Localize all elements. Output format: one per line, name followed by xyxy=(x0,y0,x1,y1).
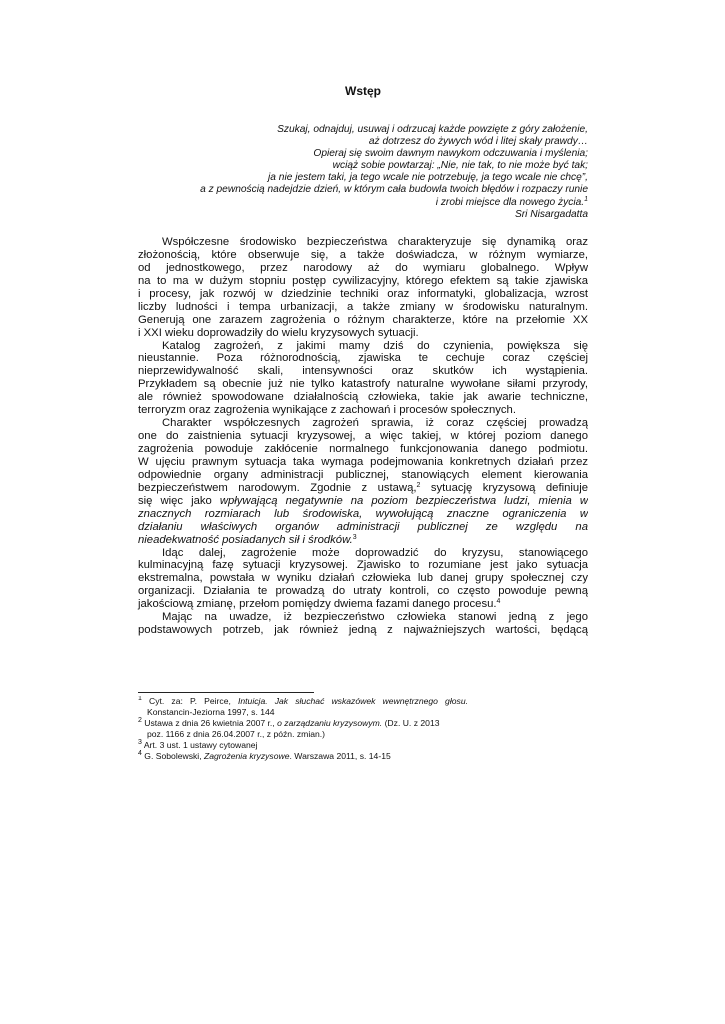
footnote xyxy=(138,718,468,729)
italic-run: działaniu właściwych organów administracji publicznej ze względu na xyxy=(138,520,588,533)
paragraph-line xyxy=(138,534,588,547)
paragraph-line: terroryzm oraz zagrożenia wynikające z zachowań i procesów społecznych. xyxy=(138,404,516,417)
paragraph-line: ale również spowodowane działalnością człowieka, takie jak awarie techniczne, xyxy=(138,391,588,404)
paragraph-line xyxy=(138,521,588,534)
epigraph-last-line xyxy=(138,197,588,209)
paragraph-line: i XXI wieku doprowadziły do wielu kryzysowych sytuacji. xyxy=(138,326,419,339)
paragraph-line: one do zaistnienia sytuacji kryzysowej, a więc takiej, w której poziom danego xyxy=(138,430,588,443)
text-run: sytuację kryzysową definiuje xyxy=(420,481,588,494)
paragraph-line xyxy=(138,508,588,521)
text-run: G. Sobolewski, xyxy=(141,750,204,761)
paragraph-line: zagrożenia powoduje zakłócenie normalnego funkcjonowania danego podmiotu. xyxy=(138,443,588,456)
paragraph-line: liczby ludności i tempa urbanizacji, a także zmiany w środowisku naturalnym. xyxy=(138,300,588,313)
footnote-ref[interactable]: 1 xyxy=(584,195,588,203)
footnote-number: 1 xyxy=(138,696,142,702)
footnote-ref[interactable]: 4 xyxy=(496,598,501,606)
footnote-number: 3 xyxy=(138,738,142,746)
epigraph xyxy=(138,124,588,221)
footnote-number: 2 xyxy=(138,716,142,724)
italic-run: wpływającą negatywnie na poziom bezpieczeństwa ludzi, mienia w xyxy=(219,494,588,507)
text-run: . Warszawa 2011, s. 14-15 xyxy=(289,750,391,761)
paragraph-line: od jednostkowego, przez narodowy aż do wymiaru globalnego. Wpływ xyxy=(138,261,588,274)
paragraph-line: nieprzewidywalność skali, intensywności oraz skutków ich wystąpienia. xyxy=(138,365,588,378)
epigraph-line: a z pewnością nadejdzie dzień, w którym cała budowla twoich błędów i rozpaczy runie xyxy=(200,184,588,196)
italic-run: Intuicja. Jak słuchać wskazówek wewnętrznego głosu. xyxy=(238,696,468,706)
paragraph-line: Przykładem są obecnie już nie tylko katastrofy naturalne wywołane siłami przyrody, xyxy=(138,378,588,391)
paragraph-line: organizacji. Działania te prowadzą do utraty kontroli, co często powoduje pewną xyxy=(138,585,588,598)
epigraph-line: i zrobi miejsce dla nowego życia. xyxy=(435,196,585,208)
paragraph-line: nieustannie. Poza różnorodnością, zjawiska te cechuje coraz częściej xyxy=(138,352,588,365)
text-run: jakościową zmianę, przełom pomiędzy dwiema fazami danego procesu. xyxy=(138,598,497,611)
text-run: Cyt. za: P. Peirce, xyxy=(141,696,238,706)
paragraph-line: na to ma w dużym stopniu postęp cywilizacyjny, którego efektem są takie zjawiska xyxy=(138,274,588,287)
italic-run: nieadekwatność posiadanych sił i środków. xyxy=(138,533,353,546)
italic-run: znacznych rozmiarach lub środowiska, wywołującą znaczne ograniczenia w xyxy=(138,507,588,520)
footnote-continuation: poz. 1166 z dnia 26.04.2007 r., z późn. zmian.) xyxy=(147,728,326,739)
paragraph-line xyxy=(138,598,588,611)
text-run: się więc jako xyxy=(138,494,220,507)
epigraph-line: wciąż sobie powtarzaj: „Nie, nie tak, to nie może być tak; xyxy=(332,160,588,172)
text-run: bezpieczeństwem narodowym. Zgodnie z ustawą, xyxy=(138,481,417,494)
italic-run: Zagrożenia kryzysowe xyxy=(204,750,290,761)
paragraph-line: odpowiednie organy administracji publicznej, stanowiących element kierowania xyxy=(138,468,588,481)
paragraph-line: złożonością, które obserwuje się, a także doświadcza, w różnym wymiarze, xyxy=(138,248,588,261)
paragraph-line: Generują one zarazem zagrożenia o różnym charakterze, które na przełomie XX xyxy=(138,313,588,326)
epigraph-author: Sri Nisargadatta xyxy=(514,208,588,220)
footnote xyxy=(138,751,468,762)
paragraph-line: i procesy, jak rozwój w dziedzinie techniki oraz informatyki, globalizacja, wzrost xyxy=(138,287,588,300)
paragraph-line: Charakter współczesnych zagrożeń sprawia, iż coraz częściej prowadzą xyxy=(162,417,588,430)
paragraph-line: Mając na uwadze, iż bezpieczeństwo człowieka stanowi jedną z jego xyxy=(162,611,588,624)
paragraph-line xyxy=(138,482,588,495)
page-title: Wstęp xyxy=(345,84,381,98)
paragraph-line: Katalog zagrożeń, z jakimi mamy dziś do czynienia, powiększa się xyxy=(162,339,588,352)
footnote-ref[interactable]: 3 xyxy=(352,533,357,541)
footnote-ref[interactable]: 2 xyxy=(416,481,421,489)
paragraph-line xyxy=(138,495,588,508)
epigraph-line: Szukaj, odnajduj, usuwaj i odrzucaj każde powzięte z góry założenie, xyxy=(277,124,588,135)
epigraph-line: Opieraj się swoim dawnym nawykom odczuwania i myślenia; xyxy=(313,148,588,160)
body-text xyxy=(138,236,588,637)
epigraph-line: aż dotrzesz do żywych wód i litej skały prawdy… xyxy=(368,136,588,148)
text-run: (Dz. U. z 2013 xyxy=(382,717,440,728)
paragraph-line: ekstremalna, powstała w wyniku działań człowieka lub danej grupy społecznej czy xyxy=(138,572,588,585)
footnote xyxy=(138,740,468,751)
paragraph-line: podstawowych potrzeb, jak również jedną z najważniejszych wartości, będącą xyxy=(138,624,588,637)
paragraph-line: W ujęciu prawnym sytuacja taka wymaga podejmowania konkretnych działań przez xyxy=(138,455,588,468)
footnote xyxy=(138,696,468,707)
text-run: Art. 3 ust. 1 ustawy cytowanej xyxy=(141,739,258,750)
paragraph-line: Idąc dalej, zagrożenie może doprowadzić do kryzysu, stanowiącego xyxy=(162,546,588,559)
text-run: Ustawa z dnia 26 kwietnia 2007 r., xyxy=(141,717,278,728)
italic-run: o zarządzaniu kryzysowym. xyxy=(277,717,383,728)
footnote-separator xyxy=(138,692,314,693)
footnotes xyxy=(138,696,468,761)
footnote-number: 4 xyxy=(138,749,142,757)
paragraph-line: kulminacyjną fazę sytuacji kryzysowej. Zjawisko to rozumiane jest jako sytuacja xyxy=(138,559,588,572)
footnote-continuation: Konstancin-Jeziorna 1997, s. 144 xyxy=(147,706,275,717)
paragraph-line: Współczesne środowisko bezpieczeństwa charakteryzuje się dynamiką oraz xyxy=(162,236,588,248)
epigraph-line: ja nie jestem taki, ja tego wcale nie potrzebuję, ja tego wcale nie chcę”, xyxy=(268,172,588,184)
